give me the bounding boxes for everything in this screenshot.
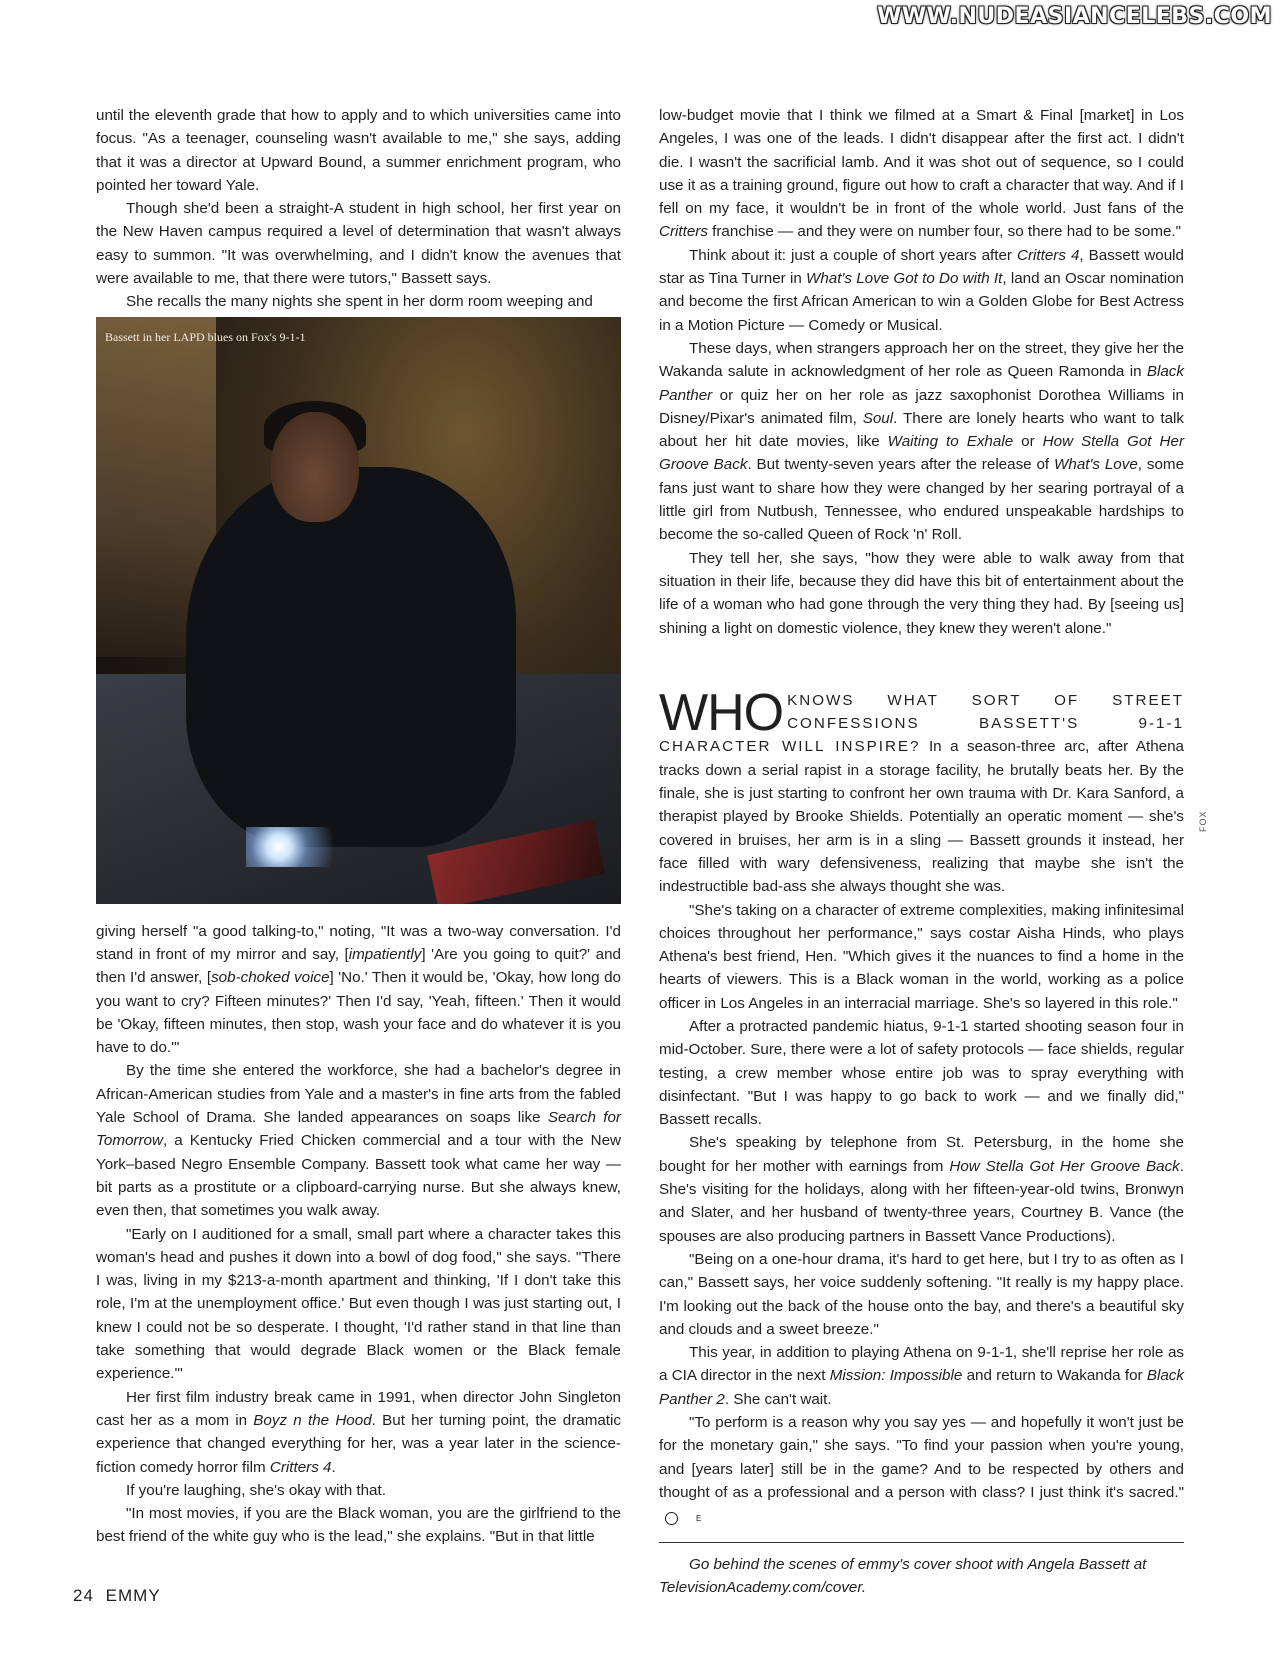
paragraph: They tell her, she says, "how they were able to walk away from that situation in their life, because they did have this bit of entertainment about the life of a woman who had gone through the very thing they had. By [seeing us] shining a light on domestic violence, they knew they weren't alone." — [659, 549, 1184, 637]
paragraph: "To perform is a reason why you say yes — and hopefully it won't just be for the monetary gain," she says. "To find your passion when you're young, and [years later] still be in the game? And to be respected by others and thought of as a professional and a person with class? I just think it's sacred."E — [659, 1414, 1184, 1524]
paragraph: This year, in addition to playing Athena on 9-1-1, she'll reprise her role as a CIA director in the next Mission: Impossible and return to Wakanda for Black Panther 2. She can't wait. — [659, 1344, 1184, 1408]
paragraph: "Being on a one-hour drama, it's hard to get here, but I try to as often as I can," Bassett says, her voice suddenly softening. "It really is my happy place. I'm looking out the back of the house onto the bay, and there's a beautiful sky and clouds and a sweet breeze." — [659, 1250, 1184, 1338]
paragraph: "Early on I auditioned for a small, small part where a character takes this woman's head and pushes it down into a bowl of dog food," she says. "There I was, living in my $213-a-month apartment and thinking, 'If I don't take this role, I'm at the unemployment office.' But even though I was just starting out, I knew I could not be so desperate. I thought, 'I'd rather stand in that line than take something that would degrade Black women or the Black female experience.'" — [96, 1225, 621, 1383]
paragraph: giving herself "a good talking-to," noting, "It was a two-way conversation. I'd stand in front of my mirror and say, [impatiently] 'Are you going to quit?' and then I'd answer, [sob-choked voice] 'No.' Then it would be, 'Okay, how long do you want to cry? Fifteen minutes?' Then I'd say, 'Yeah, fifteen.' Then it would be 'Okay, fifteen minutes, then stop, wash your face and do whatever it is you have to do.'" — [96, 922, 621, 1057]
paragraph: By the time she entered the workforce, she had a bachelor's degree in African-American studies from Yale and a master's in fine arts from the fabled Yale School of Drama. She landed appearances on soaps like Search for Tomorrow, a Kentucky Fried Chicken commercial and a tour with the New York–based Negro Ensemble Company. Bassett took what came her way — bit parts as a prostitute or a clipboard-carrying nurse. But she always knew, even then, that sometimes you walk away. — [96, 1062, 621, 1220]
end-mark-icon: E — [665, 1512, 678, 1525]
paragraph: After a protracted pandemic hiatus, 9-1-1 started shooting season four in mid-October. Sure, there were a lot of safety protocols — face shields, regular testing, a crew member whose entire job was to spray everything with disinfectant. "But I was happy to go back to work — and we finally did," Bassett recalls. — [659, 1017, 1184, 1129]
right-column — [659, 104, 1184, 1599]
paragraph: She recalls the many nights she spent in her dorm room weeping and — [126, 293, 593, 311]
paragraph: "She's taking on a character of extreme complexities, making infinitesimal choices throughout her performance," says costar Aisha Hinds, who plays Athena's best friend, Hen. "Which gives it the nuances to find a home in the hearts of viewers. This is a Black woman in the world, working as a police officer in Los Angeles in an interracial marriage. She's so layered in this role." — [659, 901, 1184, 1012]
drop-cap: WHO — [659, 683, 784, 742]
left-column — [96, 104, 621, 1549]
promo-note: Go behind the scenes of emmy's cover shoot with Angela Bassett at TelevisionAcademy.com/cover. — [659, 1555, 1147, 1596]
paragraph: These days, when strangers approach her on the street, they give her the Wakanda salute in acknowledgment of her role as Queen Ramonda in Black Panther or quiz her on her role as jazz saxophonist Dorothea Williams in Disney/Pixar's animated film, Soul. There are lonely hearts who want to talk about her hit date movies, like Waiting to Exhale or How Stella Got Her Groove Back. But twenty-seven years after the release of What's Love, some fans just want to share how they were changed by her searing portrayal of a little girl from Nutbush, Tennessee, who endured unspeakable hardships to become the so-called Queen of Rock 'n' Roll. — [659, 339, 1185, 544]
divider — [659, 1542, 1184, 1543]
paragraph: Though she'd been a straight-A student in high school, her first year on the New Haven campus required a level of determination that wasn't always easy to summon. "It was overwhelming, and I didn't know the avenues that were available to me, that there were tutors," Bassett says. — [96, 200, 621, 288]
photo-caption: Bassett in her LAPD blues on Fox's 9-1-1 — [105, 329, 306, 344]
article-photo — [96, 317, 621, 904]
watermark-text: WWW.NUDEASIANCELEBS.COM — [877, 4, 1272, 29]
paragraph: until the eleventh grade that how to apply and to which universities came into focus. "As a teenager, counseling wasn't available to me," she says, adding that it was a director at Upward Bound, a summer enrichment program, who pointed her toward Yale. — [96, 107, 621, 194]
paragraph: If you're laughing, she's okay with that. — [126, 1481, 386, 1499]
paragraph: low-budget movie that I think we filmed at a Smart & Final [market] in Los Angeles, I was one of the leads. I didn't disappear after the first act. I didn't die. I wasn't the sacrificial lamb. And it was shot out of sequence, so I could use it as a training ground, figure out how to craft a character that way. And if I fell on my face, it wouldn't be in front of the whole world. Just fans of the Critters franchise — and they were on number four, so there had to be some." — [659, 107, 1184, 241]
flashlight-glow — [246, 827, 356, 867]
paragraph: She's speaking by telephone from St. Petersburg, in the home she bought for her mother with earnings from How Stella Got Her Groove Back. She's visiting for the holidays, along with her fifteen-year-old twins, Bronwyn and Slater, and her husband of twenty-three years, Courtney B. Vance (the spouses are also producing partners in Bassett Vance Productions). — [659, 1134, 1184, 1245]
paragraph: Her first film industry break came in 1991, when director John Singleton cast her as a mom in Boyz n the Hood. But her turning point, the dramatic experience that changed everything for her, was a year later in the science-fiction comedy horror film Critters 4. — [96, 1388, 621, 1476]
lead-in-caps: KNOWS WHAT SORT OF STREET CONFESSIONS BASSETT'S 9-1-1 CHARACTER WILL INSPIRE? — [659, 691, 1184, 756]
section-opening-paragraph: WHO KNOWS WHAT SORT OF STREET CONFESSIONS BASSETT'S 9-1-1 CHARACTER WILL INSPIRE? In a season-three arc, after Athena tracks down a serial rapist in a storage facility, he brutally beats her. By the finale, she is just starting to confront her own trauma with Dr. Kara Sanford, a therapist played by Brooke Shields. Potentially an operatic moment — she's covered in bruises, her arm is in a sling — Bassett grounds it instead, her face filled with wary defensiveness, realizing that maybe she isn't the indestructible bad-ass she always thought she was. — [659, 683, 1184, 896]
magazine-name: EMMY — [105, 1586, 161, 1605]
page-footer — [73, 1586, 161, 1606]
photo-head — [271, 412, 359, 522]
page-number: 24 — [73, 1586, 94, 1605]
photo-credit: FOX — [1198, 810, 1208, 832]
paragraph: Think about it: just a couple of short years after Critters 4, Bassett would star as Tina Turner in What's Love Got to Do with It, land an Oscar nomination and become the first African American to win a Golden Globe for Best Actress in a Motion Picture — Comedy or Musical. — [659, 246, 1184, 334]
paragraph: "In most movies, if you are the Black woman, you are the girlfriend to the best friend of the white guy who is the lead," she explains. "But in that little — [96, 1505, 621, 1546]
photo-figure — [186, 467, 516, 847]
